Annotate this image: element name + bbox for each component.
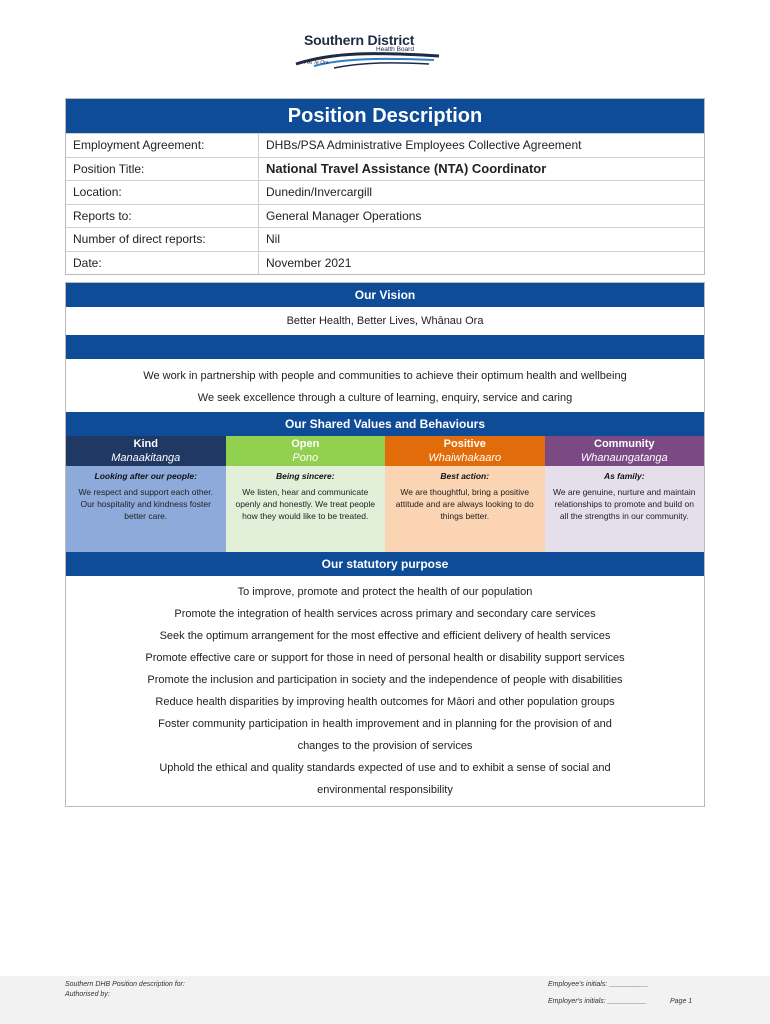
purpose-line: changes to the provision of services <box>297 740 473 752</box>
value-body <box>226 466 386 552</box>
purpose-line: Promote the inclusion and participation in society and the independence of people with disabilities <box>147 674 623 686</box>
vision-section <box>65 282 705 807</box>
employee-initials: Employee's initials: __________ <box>548 981 649 988</box>
page-number: Page 1 <box>670 998 693 1005</box>
logo-sub: Health Board <box>376 46 414 53</box>
logo-name: Southern District <box>304 32 415 48</box>
row-label: Position Title: <box>66 158 259 181</box>
vision-heading: Our Vision <box>66 283 704 307</box>
value-name: Kind <box>133 438 158 450</box>
purpose-line: Promote effective care or support for those in need of personal health or disability support services <box>145 652 625 664</box>
sdhb-logo <box>290 28 450 74</box>
value-kind <box>66 436 226 552</box>
logo-tagline: Piki Te Ora <box>304 60 329 66</box>
footer-description-label: Southern DHB Position description for: <box>65 981 185 988</box>
purpose-line: environmental responsibility <box>317 784 453 796</box>
row-label: Date: <box>66 252 259 275</box>
row-label: Employment Agreement: <box>66 134 259 157</box>
row-value: November 2021 <box>266 255 352 270</box>
value-desc: We are thoughtful, bring a positive attitude and are always looking to do things better. <box>395 487 534 521</box>
value-name: Open <box>291 438 320 450</box>
purpose-line: Seek the optimum arrangement for the most effective and efficient delivery of health services <box>159 630 611 642</box>
value-maori: Manaakitanga <box>111 452 181 464</box>
value-header <box>226 436 386 466</box>
row-label: Reports to: <box>66 205 259 228</box>
value-header <box>385 436 545 466</box>
row-value: DHBs/PSA Administrative Employees Collective Agreement <box>266 138 582 152</box>
vision-text: Better Health, Better Lives, Whānau Ora <box>286 315 484 327</box>
table-row <box>66 157 704 181</box>
row-value: Dunedin/Invercargill <box>266 185 373 199</box>
purpose-line: Uphold the ethical and quality standards expected of use and to exhibit a sense of social and <box>159 762 611 774</box>
value-subhead: As family: <box>603 471 645 481</box>
value-body <box>385 466 545 552</box>
mission-line: We work in partnership with people and communities to achieve their optimum health and wellbeing <box>143 370 627 382</box>
mission-text <box>66 359 704 412</box>
row-label: Number of direct reports: <box>66 228 259 251</box>
page-title: Position Description <box>66 99 704 133</box>
row-value: General Manager Operations <box>266 208 422 223</box>
position-title-value: National Travel Assistance (NTA) Coordinator <box>266 160 547 176</box>
purpose-heading: Our statutory purpose <box>66 552 704 576</box>
values-grid <box>66 436 704 552</box>
value-maori: Pono <box>292 452 319 464</box>
page-footer <box>0 976 770 1024</box>
value-name: Community <box>594 438 655 450</box>
value-header <box>66 436 226 466</box>
value-maori: Whanaungatanga <box>580 452 668 464</box>
employer-initials: Employer's initials: __________ <box>548 998 647 1005</box>
value-body <box>545 466 705 552</box>
value-header <box>545 436 705 466</box>
table-row <box>66 133 704 157</box>
divider-band <box>66 335 704 359</box>
values-heading: Our Shared Values and Behaviours <box>66 412 704 436</box>
purpose-line: Foster community participation in health improvement and in planning for the provision of and <box>158 718 612 730</box>
value-positive <box>385 436 545 552</box>
purpose-line: To improve, promote and protect the health of our population <box>237 586 533 598</box>
table-row <box>66 227 704 251</box>
footer-authorised-label: Authorised by: <box>65 991 110 998</box>
value-open <box>226 436 386 552</box>
value-community <box>545 436 705 552</box>
value-subhead: Best action: <box>440 471 490 481</box>
value-body <box>66 466 226 552</box>
mission-line: We seek excellence through a culture of learning, enquiry, service and caring <box>197 392 573 404</box>
row-value: Nil <box>266 232 280 246</box>
table-row <box>66 180 704 204</box>
position-details-table <box>65 98 705 275</box>
value-maori: Whaiwhakaaro <box>428 452 502 464</box>
value-desc: We are genuine, nurture and maintain relationships to promote and build on all the strengths in our community. <box>552 487 696 521</box>
purpose-line: Reduce health disparities by improving health outcomes for Māori and other population groups <box>155 696 615 708</box>
table-row <box>66 204 704 228</box>
table-row <box>66 251 704 275</box>
value-name: Positive <box>443 438 486 450</box>
value-desc: We respect and support each other. Our hospitality and kindness foster better care. <box>78 487 213 521</box>
value-desc: We listen, hear and communicate openly and honestly. We treat people how they would like to be treated. <box>235 487 376 521</box>
purpose-list <box>66 576 704 806</box>
value-subhead: Being sincere: <box>275 471 335 481</box>
purpose-line: Promote the integration of health services across primary and secondary care services <box>174 608 596 620</box>
row-label: Location: <box>66 181 259 204</box>
value-subhead: Looking after our people: <box>94 471 197 481</box>
